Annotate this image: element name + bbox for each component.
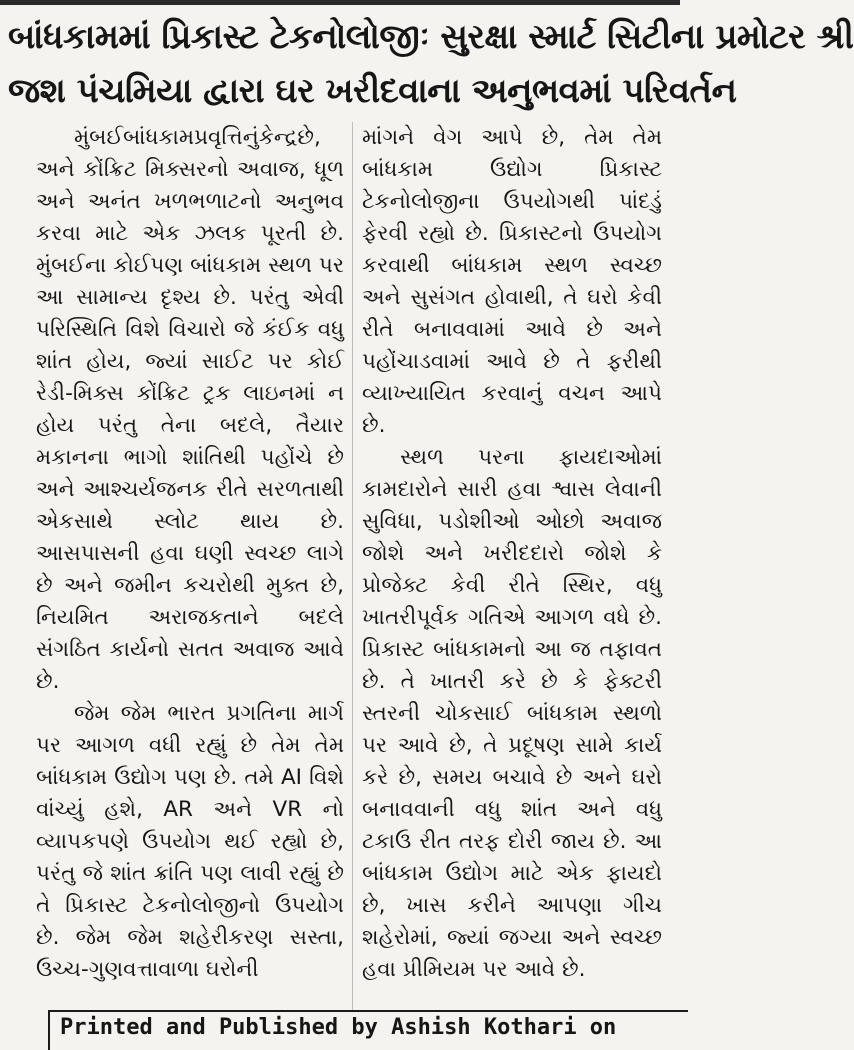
headline [8, 10, 854, 118]
paragraph: માંગને વેગ આપે છે, તેમ તેમ બાંધકામ ઉદ્યોગ પ્રિકાસ્ટ ટેકનોલોજીના ઉપયોગથી પાંદડું ફેરવી રહ્યો છે. પ્રિકાસ્ટનો ઉપયોગ કરવાથી બાંધકામ સ્થળ સ્વચ્છ અને સુસંગત હોવાથી, તે ઘરો કેવી રીતે બનાવવામાં આવે છે અને પહોંચાડવામાં આવે છે તે ફરીથી વ્યાખ્યાયિત કરવાનું વચન આપે છે. [362, 125, 662, 438]
headline-line-2: જશ પંચમિયા દ્વારા ઘર ખરીદવાના અનુભવમાં પરિવર્તન [8, 71, 737, 111]
headline-line-1: બાંધકામમાં પ્રિકાસ્ટ ટેકનોલોજીઃ સુરક્ષા સ્માર્ટ સિટીના પ્રમોટર શ્રી [8, 17, 854, 57]
paragraph: જેમ જેમ ભારત પ્રગતિના માર્ગ પર આગળ વધી રહ્યું છે તેમ તેમ બાંધકામ ઉદ્યોગ પણ છે. તમે AI વિશે વાંચ્યું હશે, AR અને VR નો વ્યાપકપણે ઉપયોગ થઈ રહ્યો છે, પરંતુ જે શાંત ક્રાંતિ પણ લાવી રહ્યું છે તે પ્રિકાસ્ટ ટેકનોલોજીનો ઉપયોગ છે. જેમ જેમ શહેરીકરણ સસ્તા, ઉચ્ચ-ગુણવત્તાવાળા ઘરોની [36, 701, 344, 982]
article-column-right [362, 122, 662, 986]
article-column-left [36, 122, 344, 986]
column-divider [352, 122, 353, 1012]
imprint-line: Printed and Published by Ashish Kothari on [48, 1010, 688, 1050]
paragraph: મુંબઈબાંધકામપ્રવૃત્તિનુંકેન્દ્રછે, અને કોંક્રિટ મિક્સરનો અવાજ, ધૂળ અને અનંત ખળભળાટનો અનુભવ કરવા માટે એક ઝલક પૂરતી છે. મુંબઈના કોઈપણ બાંધકામ સ્થળ પર આ સામાન્ય દૃશ્ય છે. પરંતુ એવી પરિસ્થિતિ વિશે વિચારો જે કંઈક વધુ શાંત હોય, જ્યાં સાઈટ પર કોઈ રેડી-મિક્સ કોંક્રિટ ટ્રક લાઇનમાં ન હોય પરંતુ તેના બદલે, તૈયાર મકાનના ભાગો શાંતિથી પહોંચે છે અને આશ્ચર્યજનક રીતે સરળતાથી એકસાથે સ્લોટ થાય છે. આસપાસની હવા ઘણી સ્વચ્છ લાગે છે અને જમીન કચરોથી મુક્ત છે, નિયમિત અરાજકતાને બદલે સંગઠિત કાર્યનો સતત અવાજ આવે છે. [36, 125, 344, 694]
top-rule [0, 0, 680, 5]
paragraph: સ્થળ પરના ફાયદાઓમાં કામદારોને સારી હવા શ્વાસ લેવાની સુવિધા, પડોશીઓ ઓછો અવાજ જોશે અને ખરીદદારો જોશે કે પ્રોજેક્ટ કેવી રીતે સ્થિર, વધુ ખાતરીપૂર્વક ગતિએ આગળ વધે છે. પ્રિકાસ્ટ બાંધકામનો આ જ તફાવત છે. તે ખાતરી કરે છે કે ફેક્ટરી સ્તરની ચોકસાઈ બાંધકામ સ્થળો પર આવે છે, તે પ્રદૂષણ સામે કાર્ય કરે છે, સમય બચાવે છે અને ઘરો બનાવવાની વધુ શાંત અને વધુ ટકાઉ રીત તરફ દોરી જાય છે. આ બાંધકામ ઉદ્યોગ માટે એક ફાયદો છે, ખાસ કરીને આપણા ગીચ શહેરોમાં, જ્યાં જગ્યા અને સ્વચ્છ હવા પ્રીમિયમ પર આવે છે. [362, 445, 662, 982]
